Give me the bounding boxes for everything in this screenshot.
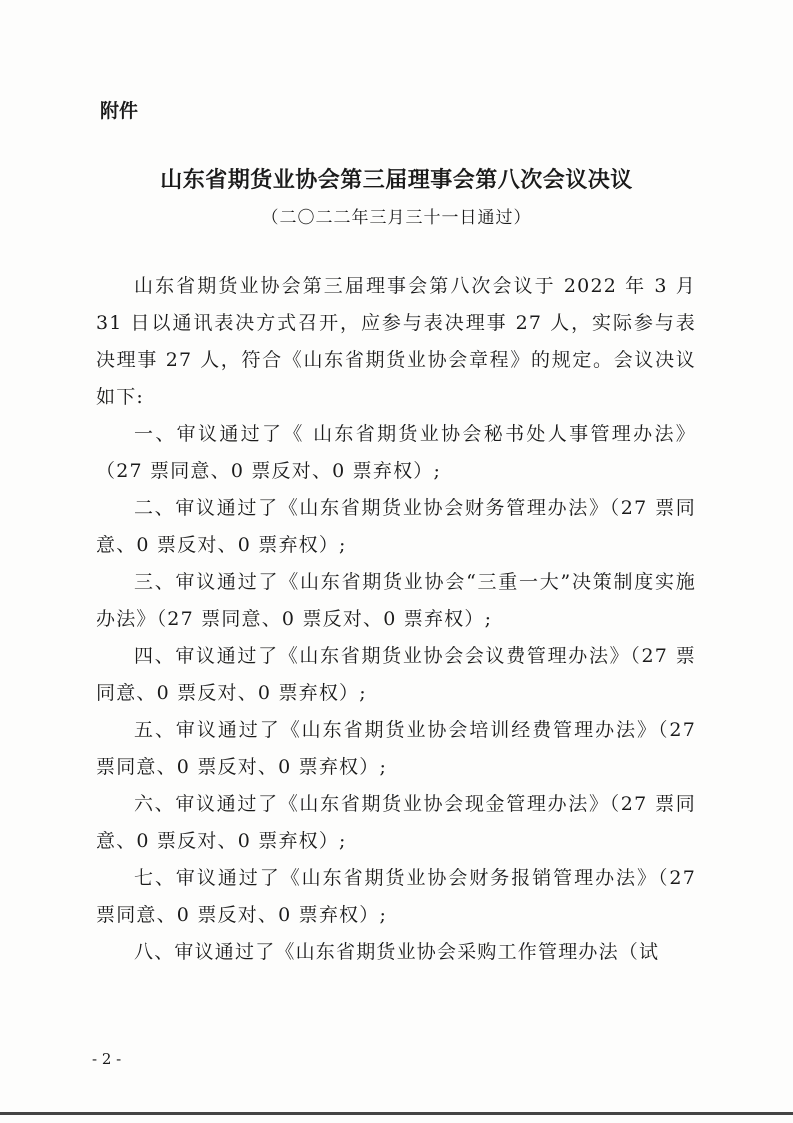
resolution-item-4: 四、审议通过了《山东省期货业协会会议费管理办法》（27 票同意、0 票反对、0 票弃权）; [96,645,696,704]
resolution-item-5: 五、审议通过了《山东省期货业协会培训经费管理办法》（27 票同意、0 票反对、0 票弃权）; [96,719,696,778]
intro-paragraph: 山东省期货业协会第三届理事会第八次会议于 2022 年 3 月 31 日以通讯表决方式召开，应参与表决理事 27 人，实际参与表决理事 27 人，符合《山东省期货业协会章程》的规定。会议决议如下: [96,275,696,408]
resolution-item-3: 三、审议通过了《山东省期货业协会“三重一大”决策制度实施办法》（27 票同意、0 票反对、0 票弃权）; [96,571,696,630]
attachment-label: 附件 [100,100,139,122]
resolution-item-7: 七、审议通过了《山东省期货业协会财务报销管理办法》（27 票同意、0 票反对、0 票弃权）; [96,867,696,926]
resolution-item-8: 八、审议通过了《山东省期货业协会采购工作管理办法（试 [134,941,660,963]
document-body [96,268,696,971]
resolution-item-2: 二、审议通过了《山东省期货业协会财务管理办法》（27 票同意、0 票反对、0 票弃权）; [96,497,696,556]
document-title: 山东省期货业协会第三届理事会第八次会议决议 [160,168,633,193]
page-number: - 2 - [92,1050,122,1068]
resolution-item-1: 一、审议通过了《 山东省期货业协会秘书处人事管理办法》（27 票同意、0 票反对、0 票弃权）; [96,423,696,482]
document-subtitle: （二〇二二年三月三十一日通过） [261,208,532,228]
resolution-item-6: 六、审议通过了《山东省期货业协会现金管理办法》（27 票同意、0 票反对、0 票弃权）; [96,793,696,852]
bottom-rule [0,1112,793,1115]
